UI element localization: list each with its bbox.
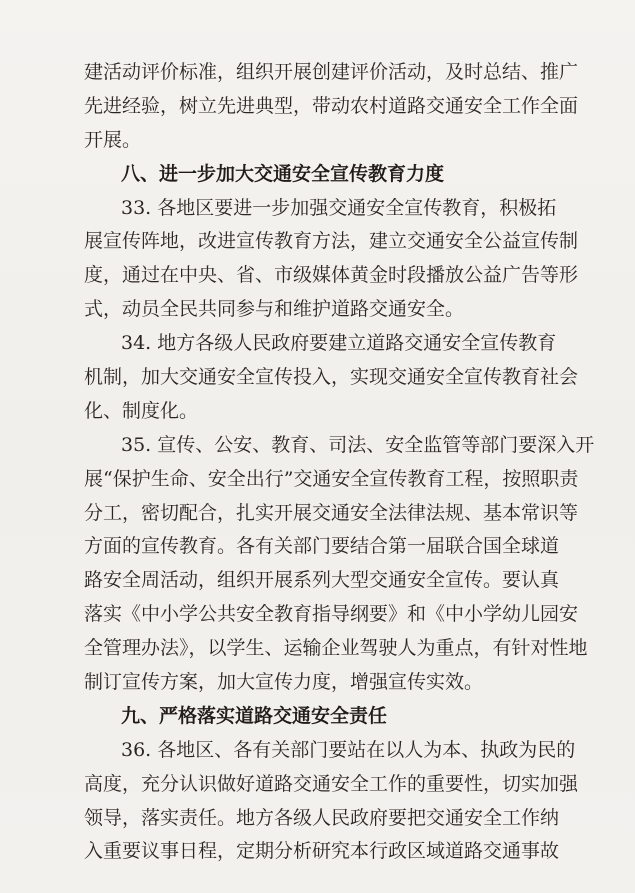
text-line: 36. 各地区、各有关部门要站在以人为本、执政为民的 [121,738,576,761]
paragraph [84,56,579,158]
text-line: 分工，密切配合，扎实开展交通安全法律法规、基本常识等 [84,501,579,524]
text-line: 路安全周活动，组织开展系列大型交通安全宣传。要认真 [84,569,560,592]
text-line: 机制，加大交通安全宣传投入，实现交通安全宣传教育社会 [84,366,579,389]
section-heading: 八、进一步加大交通安全宣传教育力度 [121,162,445,185]
text-line: 33. 各地区要进一步加强交通安全宣传教育，积极拓 [121,196,557,219]
text-line: 展宣传阵地，改进宣传教育方法，建立交通安全公益宣传制 [84,230,579,253]
paragraph [84,734,579,870]
document-body [84,56,595,869]
paragraph [84,192,579,328]
text-line: 开展。 [84,128,142,151]
text-line: 落实《中小学公共安全教育指导纲要》和《中小学幼儿园安 [84,603,579,626]
text-line: 入重要议事日程，定期分析研究本行政区域道路交通事故 [84,840,560,863]
text-line: 全管理办法》，以学生、运输企业驾驶人为重点，有针对性地 [84,637,588,660]
text-line: 展“保护生命、安全出行”交通安全宣传教育工程，按照职责 [84,467,579,490]
section-heading: 九、严格落实道路交通安全责任 [121,704,388,727]
text-line: 领导，落实责任。地方各级人民政府要把交通安全工作纳 [84,806,560,829]
text-line: 制订宣传方案，加大宣传力度，增强宣传实效。 [84,671,484,694]
text-line: 度，通过在中央、省、市级媒体黄金时段播放公益广告等形 [84,264,579,287]
text-line: 先进经验，树立先进典型，带动农村道路交通安全工作全面 [84,94,579,117]
text-line: 方面的宣传教育。各有关部门要结合第一届联合国全球道 [84,535,560,558]
text-line: 化、制度化。 [84,399,199,422]
paragraph [84,429,595,700]
text-line: 建活动评价标准，组织开展创建评价活动，及时总结、推广 [84,61,579,83]
paragraph [84,327,579,429]
text-line: 高度，充分认识做好道路交通安全工作的重要性，切实加强 [84,772,579,795]
text-line: 35. 宣传、公安、教育、司法、安全监管等部门要深入开 [121,433,595,456]
text-line: 式，动员全民共同参与和维护道路交通安全。 [84,298,465,321]
text-line: 34. 地方各级人民政府要建立道路交通安全宣传教育 [121,332,557,355]
